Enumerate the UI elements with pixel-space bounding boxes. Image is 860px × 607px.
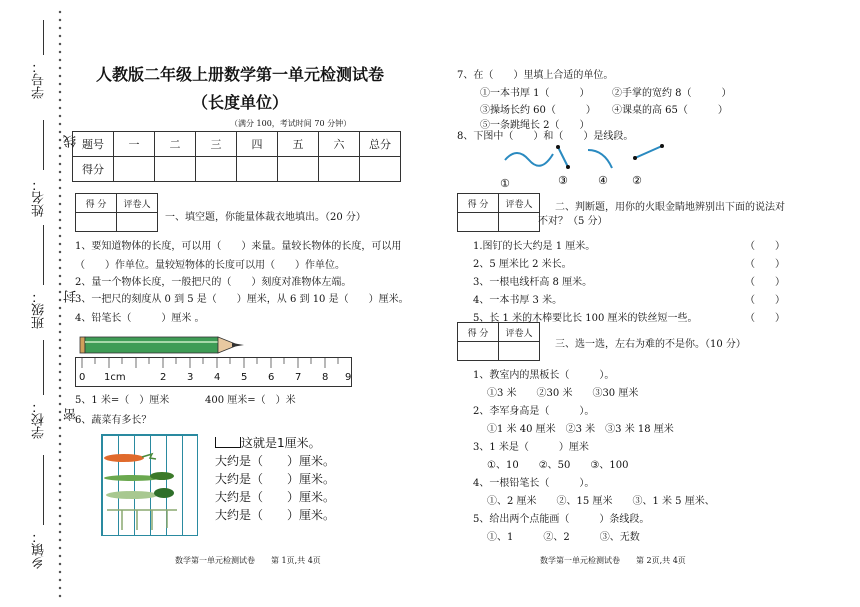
ruler-tick-label: 4 xyxy=(214,372,221,383)
footer-left: 数学第一单元检测试卷 第 1页,共 4页 xyxy=(175,556,321,565)
binding-mark-secret: 密 xyxy=(64,408,79,421)
figure-mark: ④ xyxy=(598,174,608,187)
score-cell: 六 xyxy=(319,132,360,157)
score-cell: 五 xyxy=(278,132,319,157)
class-label: 班级： xyxy=(32,290,47,329)
judge-answer-4[interactable]: （ ） xyxy=(745,295,785,306)
question-5a: 5、1 米=（ ）厘米 xyxy=(75,395,170,406)
ruler-tick-label: 9 xyxy=(345,372,351,383)
question-5b: 400 厘米=（ ）米 xyxy=(205,395,296,406)
question-1b: （ ）作单位。量较短物体的长度可以用（ ）作单位。 xyxy=(75,260,345,271)
vegetable-grid xyxy=(101,434,198,536)
figure-mark: ① xyxy=(500,177,510,190)
exam-note: （满分 100，考试时间 70 分钟） xyxy=(230,119,352,128)
veg-line-3: 大约是（ ）厘米。 xyxy=(215,490,336,504)
judge-1: 1.图钉的长大约是 1 厘米。 xyxy=(473,241,596,252)
ruler-tick-label: 5 xyxy=(241,372,248,383)
question-7: 7、在（ ）里填上合适的单位。 xyxy=(457,70,614,81)
grader-score-cell[interactable] xyxy=(76,213,117,232)
school-label: 学校： xyxy=(32,400,47,439)
veg-line-1: 大约是（ ）厘米。 xyxy=(215,454,336,468)
grader-score-cell[interactable] xyxy=(458,342,499,361)
choice-1: 1、教室内的黑板长（ ）。 xyxy=(473,370,615,381)
choice-3-options: ①、10 ②、50 ③、100 xyxy=(487,460,629,471)
score-input-cell[interactable] xyxy=(237,157,278,182)
judge-answer-1[interactable]: （ ） xyxy=(745,241,785,252)
grader-box-3 xyxy=(457,322,540,361)
judge-2: 2、5 厘米比 2 米长。 xyxy=(473,259,572,270)
question-7-3: ③操场长约 60（ ） xyxy=(480,105,596,116)
score-input-cell[interactable] xyxy=(155,157,196,182)
footer-right: 数学第一单元检测试卷 第 2页,共 4页 xyxy=(540,556,686,565)
score-input-cell[interactable] xyxy=(319,157,360,182)
section1-heading: 一、填空题，你能量体裁衣地填出。（20 分） xyxy=(165,212,366,223)
ruler-tick-label: 6 xyxy=(268,372,275,383)
grader-name-label: 评卷人 xyxy=(117,194,158,213)
veg-line-4: 大约是（ ）厘米。 xyxy=(215,508,336,522)
choice-4-options: ①、2 厘米 ②、15 厘米 ③、1 米 5 厘米、 xyxy=(487,496,715,507)
question-7-5: ⑤一条跳绳长 2（ ） xyxy=(480,120,590,131)
grader-name-cell[interactable] xyxy=(499,342,540,361)
grader-score-label: 得 分 xyxy=(76,194,117,213)
judge-answer-2[interactable]: （ ） xyxy=(745,259,785,270)
figure-mark: ③ xyxy=(558,174,568,187)
question-6: 6、蔬菜有多长？ xyxy=(75,415,152,426)
vegetable-answers xyxy=(215,434,335,524)
ruler-image xyxy=(75,357,352,387)
judge-answer-3[interactable]: （ ） xyxy=(745,277,785,288)
score-table xyxy=(72,131,401,182)
score-input-cell[interactable] xyxy=(196,157,237,182)
ruler-tick-label: 8 xyxy=(322,372,329,383)
binding-mark-line: 线 xyxy=(64,135,79,148)
binding-mark-seal: 封 xyxy=(64,290,79,303)
judge-answer-5[interactable]: （ ） xyxy=(745,313,785,324)
question-2: 2、量一个物体长度，一般把尺的（ ）刻度对准物体左端。 xyxy=(75,277,352,288)
choice-4: 4、一根铅笔长（ ）。 xyxy=(473,478,595,489)
question-1a: 1、要知道物体的长度，可以用（ ）来量。量较长物体的长度，可以用 xyxy=(75,241,402,252)
choice-5-options: ①、1 ②、2 ③、无数 xyxy=(487,532,640,543)
choice-2-options: ①1 米 40 厘米 ②3 米 ③3 米 18 厘米 xyxy=(487,424,674,435)
choice-2: 2、李军身高是（ ）。 xyxy=(473,406,595,417)
score-cell: 题号 xyxy=(73,132,114,157)
veg-line-2: 大约是（ ）厘米。 xyxy=(215,472,336,486)
question-7-2: ②手掌的宽约 8（ ） xyxy=(612,88,732,99)
judge-5: 5、长 1 米的木棒要比长 100 厘米的铁丝短一些。 xyxy=(473,313,698,324)
question-4: 4、铅笔长（ ）厘米 。 xyxy=(75,313,205,324)
judge-4: 4、一本书厚 3 米。 xyxy=(473,295,563,306)
grader-box-1 xyxy=(75,193,158,232)
section2-heading-2: 不对？（5 分） xyxy=(538,216,608,227)
section2-heading: 二、判断题，用你的火眼金睛地辨别出下面的说法对 xyxy=(555,202,785,213)
score-cell: 三 xyxy=(196,132,237,157)
school-blank xyxy=(43,340,44,395)
choice-3: 3、1 米是（ ）厘米 xyxy=(473,442,589,453)
question-7-1: ①一本书厚 1（ ） xyxy=(480,88,590,99)
class-blank xyxy=(43,225,44,285)
grader-score-cell[interactable] xyxy=(458,213,499,232)
name-blank xyxy=(43,120,44,170)
choice-5: 5、给出两个点能画（ ）条线段。 xyxy=(473,514,650,525)
line-figures xyxy=(490,140,680,190)
question-8: 8、下图中（ ）和（ ）是线段。 xyxy=(457,131,634,142)
score-input-cell[interactable] xyxy=(278,157,319,182)
exam-title: 人教版二年级上册数学第一单元检测试卷 xyxy=(95,65,384,84)
binding-dotted-line xyxy=(57,8,63,598)
pencil-image xyxy=(78,333,248,357)
student-number-blank xyxy=(43,20,44,55)
grader-name-cell[interactable] xyxy=(499,213,540,232)
grader-name-label: 评卷人 xyxy=(499,194,540,213)
veg-line-0: 这就是1厘米。 xyxy=(241,436,321,450)
score-cell: 四 xyxy=(237,132,278,157)
ruler-tick-label: 7 xyxy=(295,372,302,383)
judge-3: 3、一根电线杆高 8 厘米。 xyxy=(473,277,593,288)
ruler-tick-label: 1cm xyxy=(104,372,126,383)
section3-heading: 三、选一选，左右为难的不是你。（10 分） xyxy=(555,339,746,350)
score-cell: 得分 xyxy=(73,157,114,182)
score-input-cell[interactable] xyxy=(360,157,401,182)
ruler-tick-label: 2 xyxy=(160,372,167,383)
name-label: 姓名： xyxy=(32,178,47,217)
score-cell: 一 xyxy=(114,132,155,157)
figure-mark: ② xyxy=(632,174,642,187)
score-cell: 二 xyxy=(155,132,196,157)
grader-name-cell[interactable] xyxy=(117,213,158,232)
question-3: 3、一把尺的刻度从 0 到 5 是（ ）厘米，从 6 到 10 是（ ）厘米。 xyxy=(75,294,409,305)
ruler-tick-label: 0 xyxy=(79,372,86,383)
student-number-label: 学号： xyxy=(32,60,47,99)
grader-box-2 xyxy=(457,193,540,232)
town-label: 乡镇： xyxy=(32,530,47,569)
score-cell: 总分 xyxy=(360,132,401,157)
grader-score-label: 得 分 xyxy=(458,194,499,213)
grader-score-label: 得 分 xyxy=(458,323,499,342)
score-input-cell[interactable] xyxy=(114,157,155,182)
question-7-4: ④课桌的高 65（ ） xyxy=(612,105,728,116)
grader-name-label: 评卷人 xyxy=(499,323,540,342)
choice-1-options: ①3 米 ②30 米 ③30 厘米 xyxy=(487,388,639,399)
ruler-tick-label: 3 xyxy=(187,372,194,383)
exam-subtitle: （长度单位） xyxy=(191,93,288,112)
town-blank xyxy=(43,455,44,525)
